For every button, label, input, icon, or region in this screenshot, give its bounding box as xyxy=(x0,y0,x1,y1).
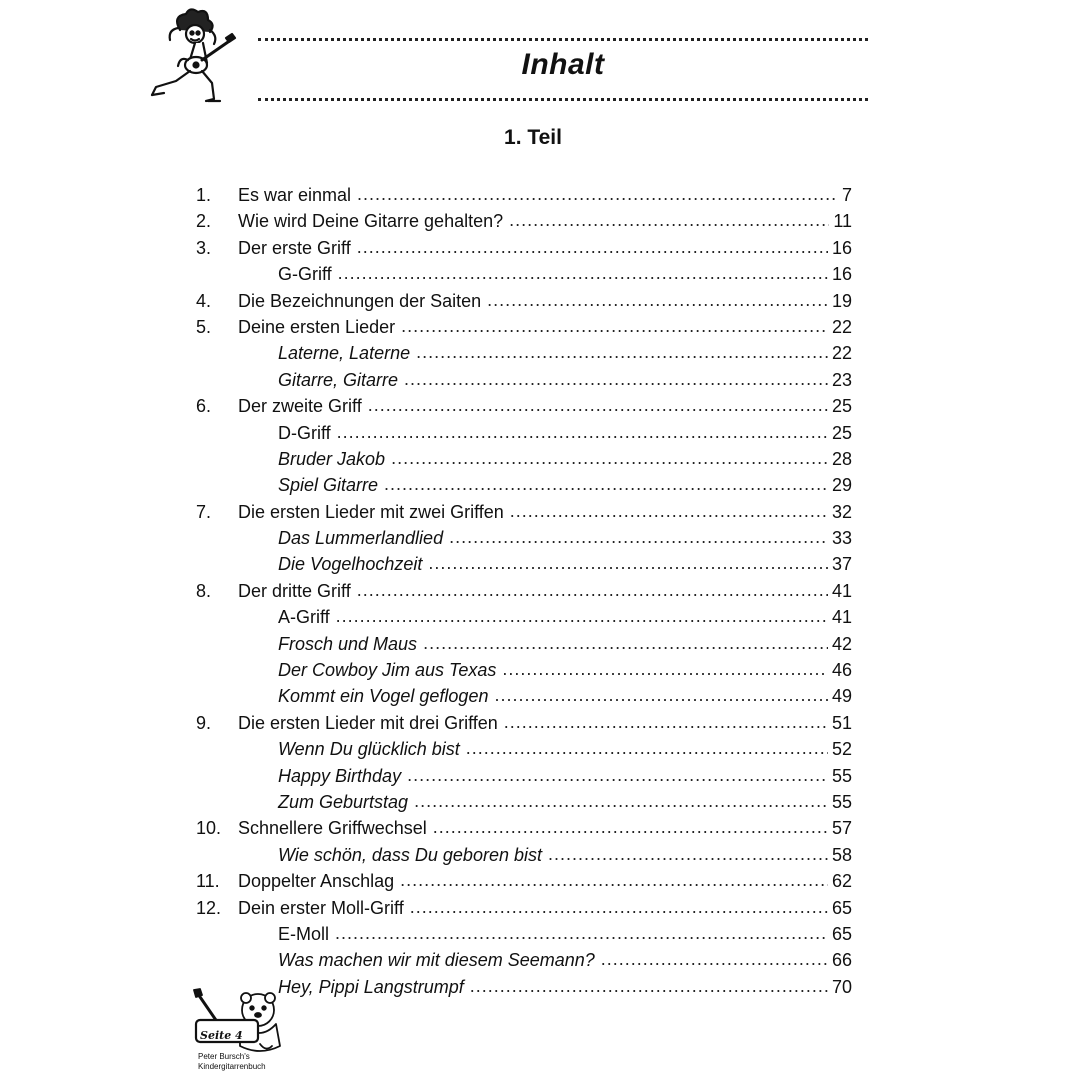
toc-entry-label: Der dritte Griff xyxy=(238,580,351,601)
toc-entry xyxy=(196,260,852,286)
toc-entry-label: Die ersten Lieder mit zwei Griffen xyxy=(238,501,504,522)
title-bottom-divider xyxy=(258,98,868,101)
toc-entry-label: Happy Birthday xyxy=(278,765,402,786)
toc-entry-page: 55 xyxy=(831,765,852,786)
toc-entry-number: 7. xyxy=(196,501,212,522)
book-title-line: Kindergitarrenbuch xyxy=(198,1062,266,1071)
toc-entry-label: E-Moll xyxy=(278,923,330,944)
toc-entry-page: 11 xyxy=(833,211,852,232)
toc-entry-label: Wie wird Deine Gitarre gehalten? xyxy=(238,211,504,232)
toc-entry-page: 28 xyxy=(831,448,852,469)
toc-entry-page: 22 xyxy=(831,343,852,364)
dot-leader xyxy=(357,577,828,597)
dot-leader xyxy=(391,445,828,465)
toc-entry-number: 12. xyxy=(196,897,222,918)
dot-leader xyxy=(433,814,828,834)
toc-entry-label: Der Cowboy Jim aus Texas xyxy=(278,660,497,681)
dot-leader xyxy=(509,207,829,227)
dot-leader xyxy=(338,260,828,280)
table-of-contents xyxy=(196,181,852,999)
toc-entry-label: Zum Geburtstag xyxy=(278,791,409,812)
toc-entry-label: Das Lummerlandlied xyxy=(278,528,444,549)
dot-leader xyxy=(414,788,828,808)
book-author-line: Peter Bursch's xyxy=(198,1052,250,1061)
toc-entry-label: Gitarre, Gitarre xyxy=(278,369,399,390)
toc-entry xyxy=(196,498,852,524)
toc-entry-page: 23 xyxy=(831,369,852,390)
toc-entry-page: 41 xyxy=(831,607,852,628)
toc-entry-page: 52 xyxy=(831,739,852,760)
toc-entry xyxy=(196,709,852,735)
dot-leader xyxy=(449,524,828,544)
toc-entry xyxy=(196,366,852,392)
toc-entry-page: 49 xyxy=(831,686,852,707)
dot-leader xyxy=(384,471,828,491)
toc-entry-label: Was machen wir mit diesem Seemann? xyxy=(278,950,595,971)
toc-entry-page: 51 xyxy=(831,712,852,733)
dot-leader xyxy=(428,550,828,570)
dot-leader xyxy=(335,920,828,940)
toc-entry xyxy=(196,550,852,576)
toc-entry xyxy=(196,181,852,207)
toc-entry-page: 33 xyxy=(831,528,852,549)
toc-entry-number: 3. xyxy=(196,237,212,258)
toc-entry-label: G-Griff xyxy=(278,264,332,285)
toc-entry xyxy=(196,656,852,682)
toc-entry-label: Der zweite Griff xyxy=(238,396,362,417)
toc-entry-page: 25 xyxy=(831,422,852,443)
toc-entry-label: Die Bezeichnungen der Saiten xyxy=(238,290,482,311)
toc-entry-number: 11. xyxy=(196,871,220,892)
toc-entry xyxy=(196,762,852,788)
toc-entry-label: Schnellere Griffwechsel xyxy=(238,818,427,839)
dot-leader xyxy=(401,313,828,333)
toc-entry-page: 37 xyxy=(831,554,852,575)
toc-entry-number: 8. xyxy=(196,580,212,601)
toc-entry-page: 65 xyxy=(831,923,852,944)
dot-leader xyxy=(510,498,828,518)
toc-entry-number: 6. xyxy=(196,396,212,417)
toc-entry xyxy=(196,445,852,471)
toc-entry-label: Der erste Griff xyxy=(238,237,351,258)
toc-entry xyxy=(196,524,852,550)
toc-entry-page: 58 xyxy=(831,844,852,865)
toc-entry-number: 5. xyxy=(196,316,212,337)
dot-leader xyxy=(357,234,828,254)
dot-leader xyxy=(336,603,828,623)
dot-leader xyxy=(407,762,828,782)
toc-entry-label: Frosch und Maus xyxy=(278,633,418,654)
toc-entry-page: 25 xyxy=(831,396,852,417)
toc-entry xyxy=(196,946,852,972)
toc-entry-label: Wenn Du glücklich bist xyxy=(278,739,460,760)
title-top-divider xyxy=(258,38,868,41)
toc-entry xyxy=(196,392,852,418)
toc-entry xyxy=(196,682,852,708)
dot-leader xyxy=(357,181,838,201)
toc-entry-page: 62 xyxy=(831,871,852,892)
toc-entry-number: 2. xyxy=(196,211,212,232)
toc-entry xyxy=(196,419,852,445)
toc-entry-page: 57 xyxy=(831,818,852,839)
toc-entry xyxy=(196,973,852,999)
guitar-player-cartoon-icon xyxy=(140,8,250,108)
toc-entry xyxy=(196,313,852,339)
toc-entry-label: Spiel Gitarre xyxy=(278,475,379,496)
dot-leader xyxy=(470,973,828,993)
toc-entry-label: Bruder Jakob xyxy=(278,448,386,469)
toc-entry-label: Laterne, Laterne xyxy=(278,343,411,364)
toc-entry-label: Deine ersten Lieder xyxy=(238,316,396,337)
toc-entry-page: 29 xyxy=(831,475,852,496)
toc-entry-label: Dein erster Moll-Griff xyxy=(238,897,404,918)
toc-entry-page: 19 xyxy=(831,290,852,311)
toc-entry-page: 46 xyxy=(831,660,852,681)
dot-leader xyxy=(548,841,828,861)
page-title: Inhalt xyxy=(521,48,605,81)
toc-entry xyxy=(196,841,852,867)
toc-entry-label: Die Vogelhochzeit xyxy=(278,554,423,575)
toc-entry-label: D-Griff xyxy=(278,422,331,443)
dot-leader xyxy=(404,366,828,386)
toc-entry xyxy=(196,735,852,761)
toc-entry-page: 22 xyxy=(831,316,852,337)
toc-entry-page: 16 xyxy=(831,237,852,258)
toc-entry-page: 55 xyxy=(831,791,852,812)
toc-entry-page: 65 xyxy=(831,897,852,918)
toc-entry xyxy=(196,287,852,313)
toc-entry-page: 7 xyxy=(841,185,852,205)
toc-entry xyxy=(196,339,852,365)
toc-entry xyxy=(196,234,852,260)
toc-entry xyxy=(196,471,852,497)
toc-entry-label: Wie schön, dass Du geboren bist xyxy=(278,844,542,865)
dot-leader xyxy=(423,630,828,650)
toc-entry-label: Die ersten Lieder mit drei Griffen xyxy=(238,712,498,733)
dot-leader xyxy=(368,392,828,412)
dot-leader xyxy=(504,709,828,729)
toc-entry-page: 16 xyxy=(831,264,852,285)
toc-entry xyxy=(196,207,852,233)
dot-leader xyxy=(466,735,828,755)
page-number-badge: Seite 4 xyxy=(200,1029,243,1042)
toc-entry xyxy=(196,867,852,893)
toc-entry-label: Doppelter Anschlag xyxy=(238,871,395,892)
toc-entry-label: Hey, Pippi Langstrumpf xyxy=(278,976,464,997)
toc-entry-label: Es war einmal xyxy=(238,185,352,205)
toc-entry xyxy=(196,920,852,946)
toc-entry xyxy=(196,814,852,840)
dot-leader xyxy=(337,419,828,439)
dot-leader xyxy=(494,682,828,702)
dot-leader xyxy=(502,656,828,676)
toc-entry xyxy=(196,788,852,814)
toc-entry-number: 1. xyxy=(196,185,212,205)
toc-entry-page: 32 xyxy=(831,501,852,522)
toc-entry xyxy=(196,603,852,629)
toc-entry-number: 9. xyxy=(196,712,212,733)
toc-entry xyxy=(196,894,852,920)
toc-entry-number: 10. xyxy=(196,818,222,839)
dot-leader xyxy=(487,287,828,307)
dot-leader xyxy=(601,946,828,966)
dot-leader xyxy=(400,867,828,887)
dot-leader xyxy=(410,894,828,914)
toc-entry xyxy=(196,630,852,656)
toc-entry-page: 41 xyxy=(831,580,852,601)
toc-entry-label: A-Griff xyxy=(278,607,330,628)
toc-entry xyxy=(196,577,852,603)
book-title-footer xyxy=(198,1052,266,1072)
toc-entry-number: 4. xyxy=(196,290,212,311)
toc-entry-page: 70 xyxy=(831,976,852,997)
section-title: 1. Teil xyxy=(504,126,562,149)
toc-entry-page: 66 xyxy=(831,950,852,971)
toc-entry-label: Kommt ein Vogel geflogen xyxy=(278,686,489,707)
toc-entry-page: 42 xyxy=(831,633,852,654)
dot-leader xyxy=(416,339,828,359)
